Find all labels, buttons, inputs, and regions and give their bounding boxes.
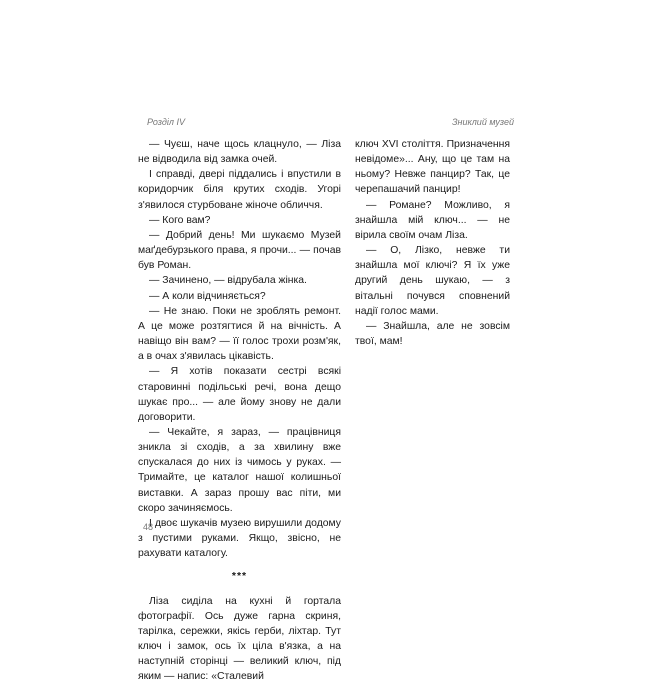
paragraph-continued: ключ XVI століття. Призначення невідоме»... Ану, що це там на ньому? Невже панцир? Так, це черепашачий панцир! <box>355 139 510 196</box>
paragraph: — Чекайте, я зараз, — працівниця зникла зі сходів, а за хвилину вже спускалася до них із чимось у руках. — Тримайте, це каталог нашої колишньої виставки. А зараз прошу вас піти, ми скоро зачиняємось. <box>138 426 341 514</box>
paragraph: — Кого вам? <box>149 214 211 226</box>
paragraph: — Знайшла, але не зовсім твої, мам! <box>355 320 510 348</box>
paragraph: — А коли відчиняється? <box>149 290 266 302</box>
right-running-head: Зниклий музей <box>452 117 514 127</box>
right-page-text <box>355 137 510 349</box>
paragraph: — Зачинено, — відрубала жінка. <box>149 275 307 287</box>
paragraph: І справді, двері піддались і впустили в коридорчик біля крутих сходів. Угорі з'явилося стурбоване жіноче обличчя. <box>138 169 341 211</box>
left-page-text <box>138 137 341 684</box>
paragraph: — Я хотів показати сестрі всякі старовинні подільські речі, вона дещо шукає про... — але йому знову не дали договорити. <box>138 366 341 423</box>
paragraph: — Не знаю. Поки не зроблять ремонт. А це може розтягтися й на вічність. А навіщо він вам? — її голос трохи розм'як, а в очах з'явилась цікавість. <box>138 305 341 363</box>
paragraph: І двоє шукачів музею вирушили додому з пустими руками. Якщо, звісно, не рахувати каталогу. <box>138 517 341 560</box>
paragraph: — О, Лізко, невже ти знайшла мої ключі? Я їх уже другий день шукаю, — з вітальні почувся сповнений надії голос мами. <box>355 245 510 317</box>
paragraph: Ліза сиділа на кухні й гортала фотографії. Ось дуже гарна скриня, тарілка, сережки, якісь герби, ліхтар. Тут ключ і замок, ось їх ціла в'язка, а на наступній сторінці — великий ключ, під яким — напис: «Сталевий <box>138 595 341 683</box>
paragraph: — Чуєш, наче щось клацнуло, — Ліза не відводила від замка очей. <box>138 139 341 166</box>
left-running-head: Розділ IV <box>147 117 185 127</box>
section-separator: *** <box>231 571 248 583</box>
paragraph: — Добрий день! Ми шукаємо Музей маґдебурзького права, я прочи... — почав був Роман. <box>138 229 341 272</box>
paragraph: — Романе? Можливо, я знайшла мій ключ... — не вірила своїм очам Ліза. <box>355 199 510 241</box>
page-number: 48 <box>143 522 154 532</box>
